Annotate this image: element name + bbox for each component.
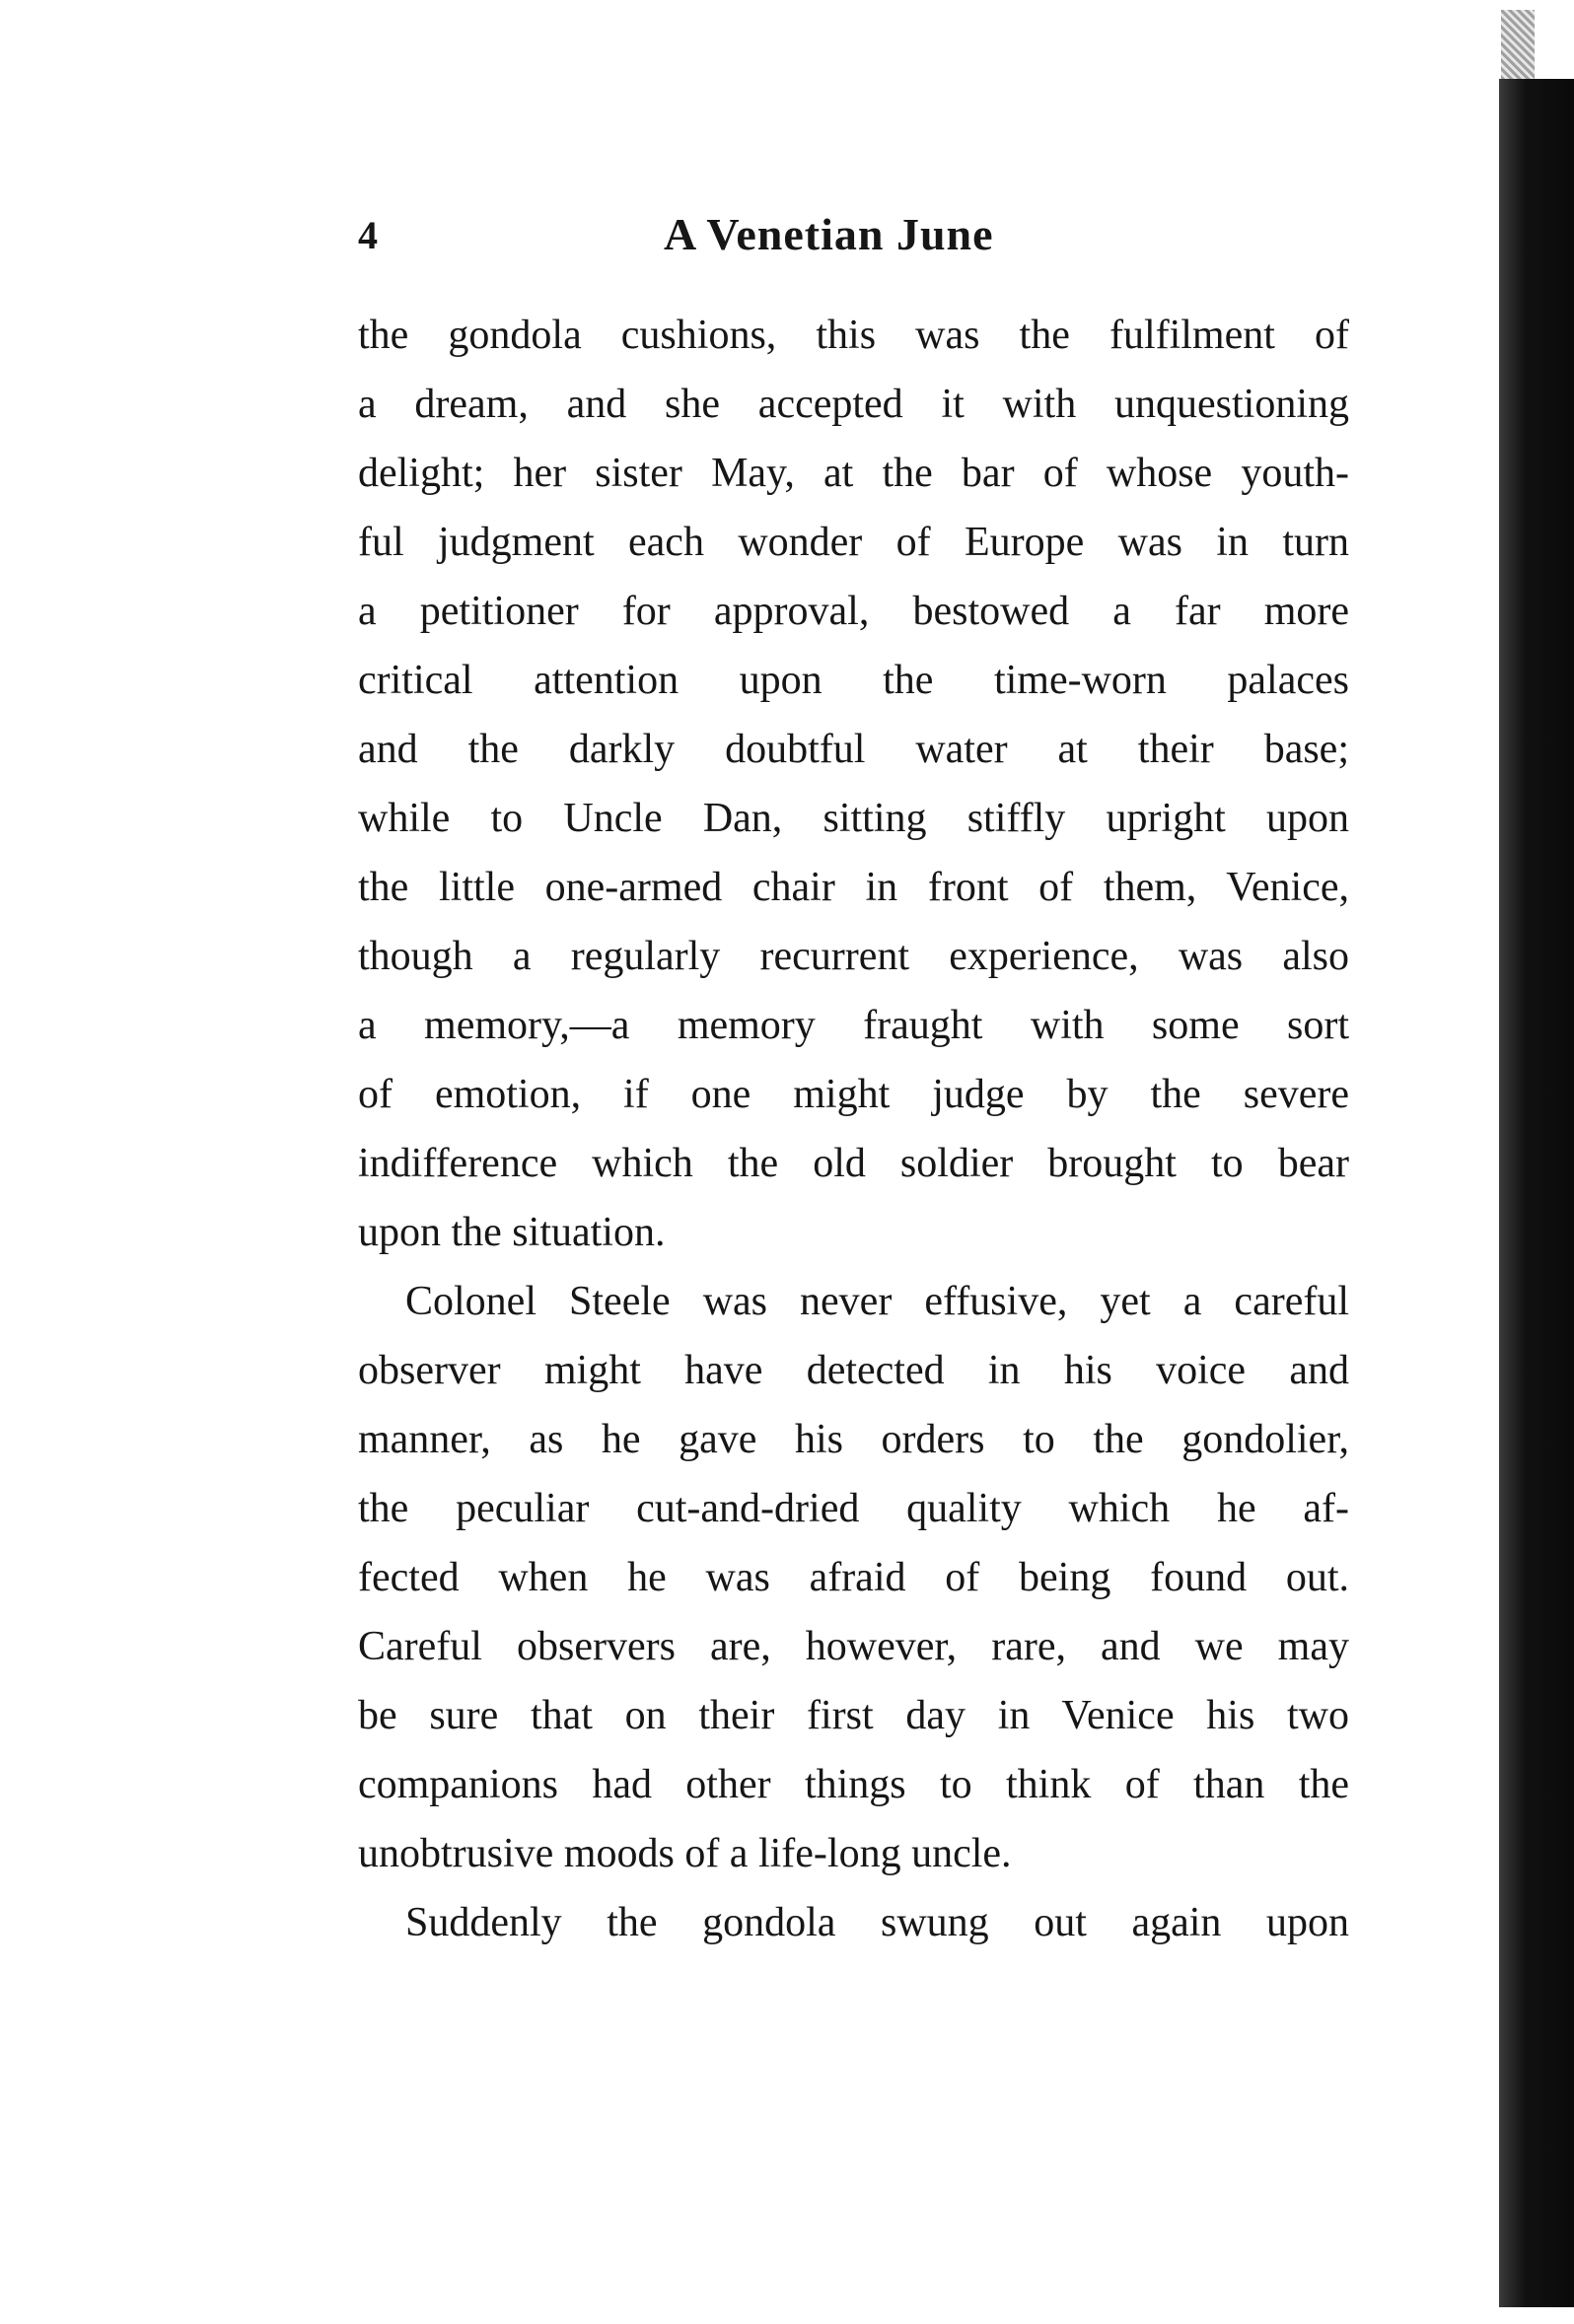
text-line: Colonel Steele was never effusive, yet a careful bbox=[405, 1279, 1349, 1324]
text-line: indifference which the old soldier brought to bear bbox=[358, 1141, 1349, 1186]
text-line: manner, as he gave his orders to the gondolier, bbox=[358, 1417, 1349, 1462]
text-line: the little one-armed chair in front of them, Venice, bbox=[358, 865, 1349, 910]
text-line: delight; her sister May, at the bar of whose youth- bbox=[358, 451, 1349, 496]
text-line: a memory,—a memory fraught with some sort bbox=[358, 1003, 1349, 1048]
body-text bbox=[358, 301, 1349, 1957]
page-edge-shadow bbox=[1499, 79, 1574, 2307]
text-line: observer might have detected in his voice and bbox=[358, 1348, 1349, 1393]
text-line: fected when he was afraid of being found out. bbox=[358, 1555, 1349, 1600]
text-line: Suddenly the gondola swung out again upon bbox=[405, 1900, 1349, 1945]
text-line: companions had other things to think of than the bbox=[358, 1762, 1349, 1807]
page-edge-speckle bbox=[1501, 10, 1535, 79]
text-line: the peculiar cut-and-dried quality which he af- bbox=[358, 1486, 1349, 1531]
running-title: A Venetian June bbox=[664, 209, 994, 259]
text-line: Careful observers are, however, rare, and we may bbox=[358, 1624, 1349, 1669]
page-number: 4 bbox=[358, 213, 378, 257]
text-line: though a regularly recurrent experience, was also bbox=[358, 934, 1349, 979]
text-line: unobtrusive moods of a life-long uncle. bbox=[358, 1831, 1012, 1876]
text-line: of emotion, if one might judge by the severe bbox=[358, 1072, 1349, 1117]
text-line: a dream, and she accepted it with unquestioning bbox=[358, 382, 1349, 427]
text-line: the gondola cushions, this was the fulfilment of bbox=[358, 313, 1349, 358]
page-header bbox=[358, 209, 1344, 271]
text-line: while to Uncle Dan, sitting stiffly upright upon bbox=[358, 796, 1349, 841]
text-line: be sure that on their first day in Venice his two bbox=[358, 1693, 1349, 1738]
text-line: upon the situation. bbox=[358, 1210, 666, 1255]
text-line: critical attention upon the time-worn palaces bbox=[358, 658, 1349, 703]
text-line: a petitioner for approval, bestowed a far more bbox=[358, 589, 1349, 634]
text-line: and the darkly doubtful water at their base; bbox=[358, 727, 1349, 772]
text-line: ful judgment each wonder of Europe was in turn bbox=[358, 520, 1349, 565]
